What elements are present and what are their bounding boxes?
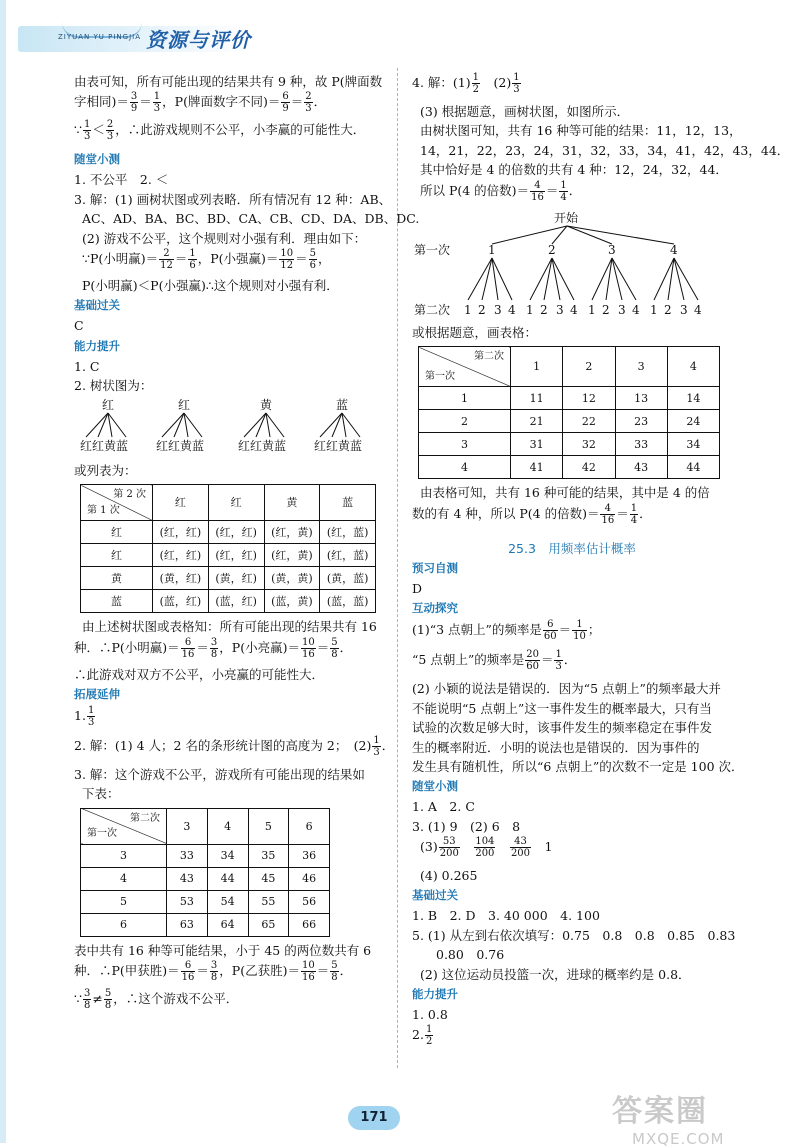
tree-group-4 [314,397,362,453]
fraction: $\frac{1}{2}$ [425,1024,433,1048]
text-line: ∵ $\frac{1}{3}$ ＜ $\frac{2}{3}$ ，∴此游戏规则不公平，小李赢的可能性大． [74,119,366,143]
text-line: 1. C [74,358,100,374]
fraction: $\frac{10}{16}$ [301,636,315,660]
fraction: $\frac{53}{200}$ [439,836,459,859]
fraction: $\frac{1}{6}$ [189,247,196,271]
svg-text:1: 1 [526,302,534,317]
text-line: 发生具有随机性，所以“6 点朝上”的次数不一定是 100 次． [412,758,744,774]
tree-level-label: 第二次 [414,302,451,317]
fraction: $\frac{1}{3}$ [555,649,562,673]
text-line: (4) 0.265 [420,868,478,883]
text-line: 所以 P(4 的倍数)＝ $\frac{4}{16}$ ＝ $\frac{1}{4}$ ． [420,179,582,203]
text-line: ∵ $\frac{3}{8}$ ≠ $\frac{5}{8}$ ，∴这个游戏不公平． [74,988,239,1011]
text-line: 5. (1) 从左到右依次填写：0.75 0.8 0.8 0.85 0.83 [412,927,736,943]
header-logo: 资源与评价 [146,28,251,52]
svg-text:1: 1 [488,242,496,257]
table-col-header: 4 [207,808,248,844]
fraction: $\frac{3}{8}$ [83,988,91,1011]
svg-text:4: 4 [508,302,516,317]
svg-text:1: 1 [464,302,472,317]
color-tree-diagram [74,395,384,455]
fraction: $\frac{5}{8}$ [331,636,338,660]
text-line: 0.80 0.76 [436,947,505,963]
text-line: 或根据题意，画表格： [412,324,538,340]
svg-text:2: 2 [478,302,486,317]
text-line: 种．∴P(甲获胜)＝ $\frac{6}{16}$ ＝ $\frac{3}{8}$ ，P(乙获胜)＝ $\frac{10}{16}$ ＝ $\frac{5}{8}$ ． [74,960,353,983]
table-row: 6 63 64 65 66 [81,913,330,936]
text-line: 3. 解：(1) 画树状图或列表略．所有情况有 12 种：AB、 [74,191,392,207]
text-line: 1. B 2. D 3. 40 000 4. 100 [412,908,600,924]
color-outcome-table [80,484,376,613]
text-line: (3) 根据题意，画树状图，如图所示． [420,104,630,119]
number-tree-diagram [412,210,732,318]
tree-bottom-labels: 红红黄蓝 [156,439,205,454]
tree-bottom-labels: 红红黄蓝 [80,439,129,454]
text-line: (3) $\frac{53}{200}$ $\frac{104}{200}$ $\frac{43}{200}$ 1 [420,836,553,859]
fraction: $\frac{10}{16}$ [301,960,315,983]
table-col-header: 蓝 [320,485,376,521]
table-corner: 第二次 第一次 [81,808,167,844]
svg-text:2: 2 [540,302,548,317]
fraction: $\frac{43}{200}$ [510,836,531,859]
svg-text:1: 1 [588,302,596,317]
fraction: $\frac{1}{3}$ [83,119,91,143]
svg-text:3: 3 [618,302,626,317]
text-line: (2) 这位运动员投篮一次，进球的概率约是 0.8． [420,966,691,982]
fraction: $\frac{6}{60}$ [543,619,557,643]
tree-root-label: 开始 [554,210,579,225]
table-corner: 第 2 次 第 1 次 [81,485,153,521]
svg-text:2: 2 [548,242,556,257]
fraction: $\frac{3}{8}$ [210,960,218,983]
tree-top-label: 红 [102,398,115,413]
tree-top-label: 蓝 [336,398,349,413]
table-row: 红 (红，红) (红，红) (红，黄) (红，蓝) [81,544,376,567]
watermark: 答案圈 MXQE.COM [612,1094,725,1148]
text-line: 由表格可知，共有 16 种可能的结果，其中是 4 的倍 [420,485,710,501]
text-line: AC、AD、BA、BC、BD、CA、CB、CD、DA、DB、DC. [82,211,420,227]
left-column [74,72,420,1018]
svg-text:2: 2 [602,302,610,317]
table-col-header: 6 [289,808,330,844]
svg-text:4: 4 [570,302,578,317]
table-corner: 第二次 第一次 [419,347,511,387]
text-line: 种．∴P(小明赢)＝ $\frac{6}{16}$ ＝ $\frac{3}{8}$ ，P(小亮赢)＝ $\frac{10}{16}$ ＝ $\frac{5}{8}$ ． [74,636,353,660]
table-row: 4 41 42 43 44 [419,456,720,479]
section-subtitle: 25.3 用频率估计概率 [508,540,636,556]
fraction: $\frac{2}{3}$ [305,91,312,115]
text-line: (1)“3 点朝上”的频率是 $\frac{6}{60}$ ＝ $\frac{1}{10}$ ； [412,619,601,643]
svg-text:3: 3 [556,302,564,317]
table-row: 3 33 34 35 36 [81,844,330,867]
text-line: 其中恰好是 4 的倍数的共有 4 种：12，24，32，44． [420,162,728,178]
text-line: 2. $\frac{1}{2}$ [412,1024,433,1048]
table-col-header: 3 [615,347,667,387]
text-line: 试验的次数足够大时，该事件发生的频率稳定在事件发 [412,720,713,736]
table-row: 1 11 12 13 14 [419,387,720,410]
svg-text:3: 3 [494,302,502,317]
table-col-header: 黄 [264,485,320,521]
section-heading: 互动探究 [412,601,458,616]
table-col-header: 红 [153,485,209,521]
page-number: 171 [348,1106,400,1130]
right-column [412,72,789,1054]
table-col-header: 1 [511,347,563,387]
fraction: $\frac{5}{8}$ [331,960,338,983]
text-line: P(小明赢)＜P(小强赢)∴这个规则对小强有利． [82,277,339,293]
text-line: 4. 解：(1) $\frac{1}{2}$ (2) $\frac{1}{3}$ [412,72,520,95]
text-line: 不能说明“5 点朝上”这一事件发生的概率最大，只有当 [412,700,712,716]
fraction: $\frac{1}{10}$ [573,619,586,643]
section-heading: 能力提升 [74,338,120,353]
text-line: (2) 游戏不公平，这个规则对小强有利．理由如下： [82,230,367,246]
fraction: $\frac{1}{2}$ [472,72,479,95]
tree-bottom-labels: 红红黄蓝 [238,439,287,454]
text-line: 3. 解：这个游戏不公平，游戏所有可能出现的结果如 [74,766,365,782]
table-col-header: 红 [208,485,264,521]
section-heading: 拓展延伸 [74,686,120,701]
text-line: 由树状图可知，共有 16 种等可能的结果：11，12，13， [420,123,742,139]
fraction: $\frac{3}{8}$ [210,636,218,660]
fraction: $\frac{104}{200}$ [475,836,495,859]
table-row: 蓝 (蓝，红) (蓝，红) (蓝，黄) (蓝，蓝) [81,590,376,613]
table-row: 4 43 44 45 46 [81,867,330,890]
fraction: $\frac{6}{16}$ [181,960,195,983]
tree-group-2 [156,398,204,453]
text-line: (2) 小颖的说法是错误的．因为“5 点朝上”的频率最大并 [412,681,721,697]
section-heading: 能力提升 [412,986,458,1001]
fraction: $\frac{1}{3}$ [87,704,95,728]
text-line: C [74,318,84,334]
fraction: $\frac{6}{9}$ [282,91,289,115]
table-col-header: 3 [167,808,208,844]
section-heading: 基础过关 [74,298,120,313]
tree-top-label: 黄 [260,398,273,413]
table-col-header: 5 [248,808,289,844]
text-line: 由上述树状图或表格知：所有可能出现的结果共有 16 [82,619,377,635]
text-line: 生的概率附近．小明的说法也是错误的．因为事件的 [412,739,700,755]
fraction: $\frac{4}{16}$ [601,502,615,526]
text-line: 或列表为： [74,462,137,478]
tree-group-3 [238,398,286,453]
fraction: $\frac{6}{16}$ [181,636,195,660]
page-header [0,0,750,64]
text-line: 1. $\frac{1}{3}$ [74,704,95,728]
tree-level-label: 第一次 [414,242,451,257]
text-line: ∵P(小明赢)＝ $\frac{2}{12}$ ＝ $\frac{1}{6}$ ，P(小强赢)＝ $\frac{10}{12}$ ＝ $\frac{5}{6}$ ， [82,247,331,271]
fraction: $\frac{20}{60}$ [526,649,539,673]
svg-text:3: 3 [680,302,688,317]
text-line: D [412,581,423,596]
fraction: $\frac{2}{12}$ [160,247,173,271]
table-col-header: 2 [563,347,615,387]
text-line: 下表： [82,786,120,802]
header-pinyin: ZIYUAN YU PINGJIA [58,33,141,41]
fraction: $\frac{1}{3}$ [153,91,161,115]
tree-top-label: 红 [178,398,191,413]
table-row: 3 31 32 33 34 [419,433,720,456]
fraction: $\frac{1}{3}$ [513,72,520,95]
text-line: 2. 树状图为： [74,378,153,393]
table-row: 黄 (黄，红) (黄，红) (黄，黄) (黄，蓝) [81,567,376,590]
fraction: $\frac{1}{4}$ [560,179,567,203]
table-row: 5 53 54 55 56 [81,890,330,913]
text-line: 1. 0.8 [412,1006,448,1022]
text-line: 由表可知，所有可能出现的结果共有 9 种，故 P(牌面数 [74,74,383,89]
text-line: 1. A 2. C [412,799,475,815]
fraction: $\frac{10}{12}$ [280,247,294,271]
text-line: 字相同)＝ $\frac{3}{9}$ ＝ $\frac{1}{3}$ ，P(牌面数字不同)＝ $\frac{6}{9}$ ＝ $\frac{2}{3}$ ． [74,91,327,115]
svg-text:4: 4 [632,302,640,317]
text-line: 2. 解：(1) 4 人；2 名的条形统计图的高度为 2； (2) $\frac{1}{3}$ ． [74,734,395,758]
fraction: $\frac{1}{3}$ [373,734,380,758]
left-margin-bar [0,0,6,1143]
section-heading: 预习自测 [412,561,458,575]
text-line: 数的有 4 种，所以 P(4 的倍数)＝ $\frac{4}{16}$ ＝ $\frac{1}{4}$ ． [412,502,652,526]
svg-text:2: 2 [664,302,672,317]
table-row: 2 21 22 23 24 [419,410,720,433]
fraction: $\frac{3}{9}$ [130,91,138,115]
number-grid-table [418,346,720,479]
table-col-header: 4 [667,347,719,387]
text-line: ∴此游戏对双方不公平，小亮赢的可能性大． [74,666,325,682]
fraction: $\frac{5}{8}$ [104,988,112,1011]
svg-text:3: 3 [608,242,616,257]
section-heading: 基础过关 [412,888,458,903]
fraction: $\frac{2}{3}$ [106,119,114,143]
text-line: “5 点朝上”的频率是 $\frac{20}{60}$ ＝ $\frac{1}{3}$ ． [412,649,577,673]
svg-text:1: 1 [650,302,658,317]
table-row: 红 (红，红) (红，红) (红，黄) (红，蓝) [81,521,376,544]
section-heading: 随堂小测 [74,152,120,167]
text-line: 表中共有 16 种等可能结果，小于 45 的两位数共有 6 [74,942,372,958]
text-line: 14，21，22，23，24，31，32，33，34，41，42，43，44． [420,142,789,158]
fraction: $\frac{5}{6}$ [309,247,317,271]
text-line: 3. (1) 9 (2) 6 8 [412,818,521,834]
tree-group-1 [80,398,128,453]
text-line: 1. 不公平 2. ＜ [74,172,169,188]
fraction: $\frac{4}{16}$ [531,179,544,203]
section-heading: 随堂小测 [412,779,458,794]
tree-bottom-labels: 红红黄蓝 [314,439,363,454]
number-outcome-table [80,808,330,937]
fraction: $\frac{1}{4}$ [630,502,638,526]
svg-text:4: 4 [670,242,678,257]
svg-text:4: 4 [694,302,702,317]
